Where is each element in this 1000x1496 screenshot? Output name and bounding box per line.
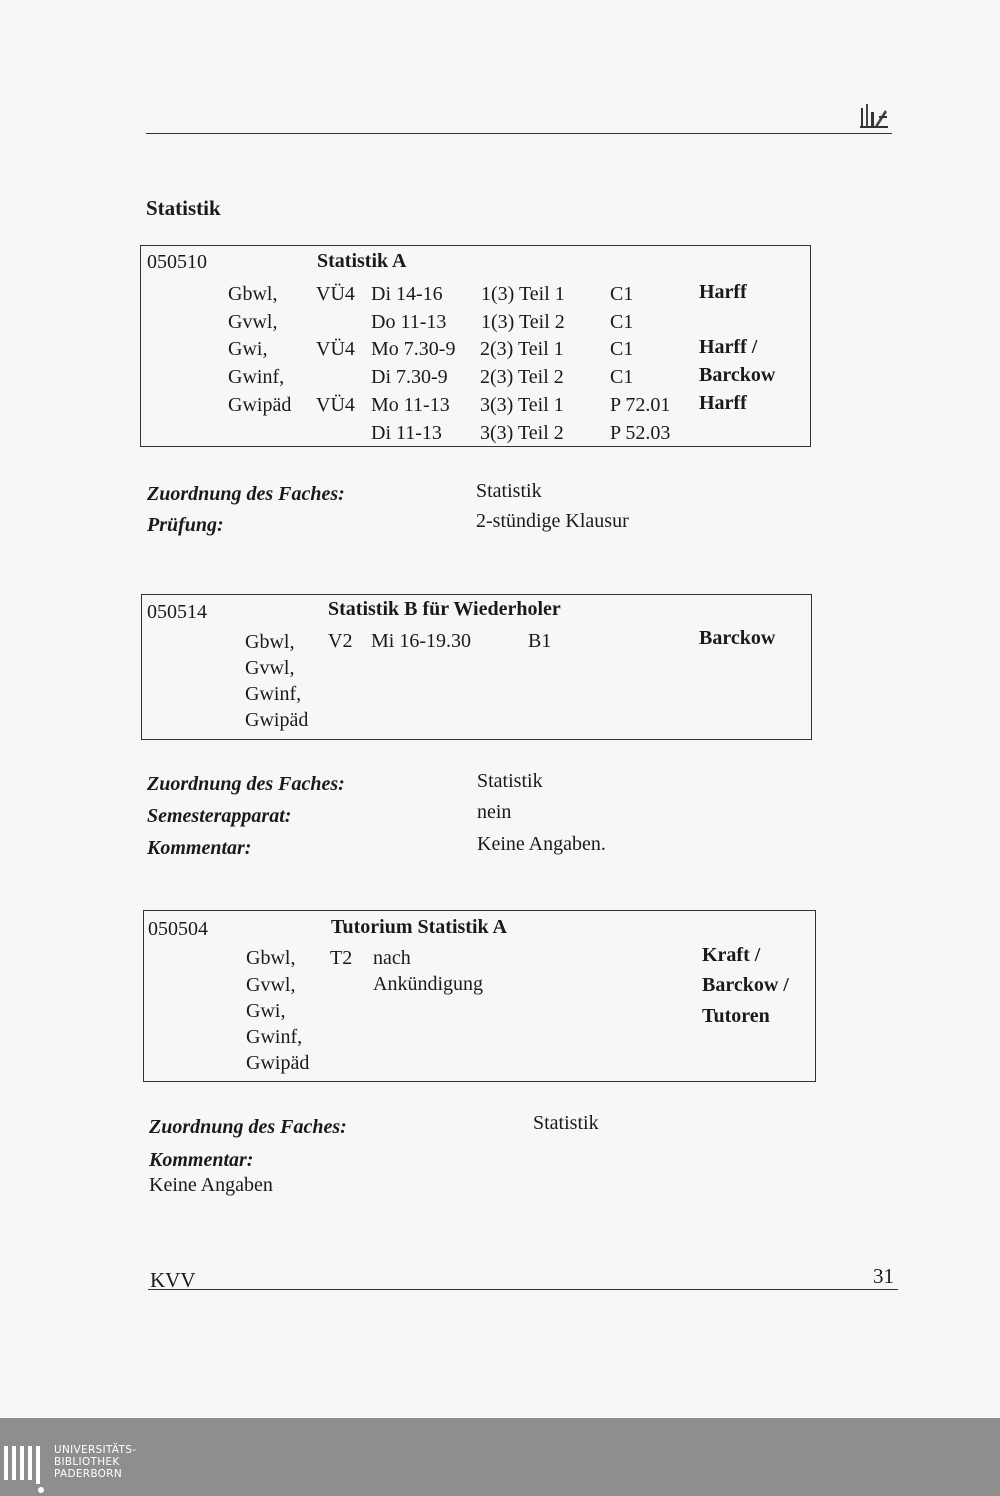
detail-label: Kommentar: bbox=[149, 1149, 254, 1171]
course-lecturer: Harff bbox=[699, 281, 747, 303]
detail-value: Statistik bbox=[533, 1112, 599, 1134]
program: Gwinf, bbox=[246, 1026, 303, 1048]
program: Gbwl, bbox=[245, 631, 295, 653]
library-name bbox=[54, 1444, 136, 1480]
course-lecturer: Barckow bbox=[699, 364, 776, 386]
course-type: VÜ4 bbox=[316, 283, 355, 305]
course-lecturer: Harff / bbox=[699, 336, 758, 358]
course-title: Statistik B für Wiederholer bbox=[328, 598, 561, 620]
course-title: Tutorium Statistik A bbox=[331, 916, 507, 938]
course-type: VÜ4 bbox=[316, 394, 355, 416]
course-time: Mi 16-19.30 bbox=[371, 630, 471, 652]
course-group: 2(3) Teil 1 bbox=[480, 338, 564, 360]
course-type: V2 bbox=[328, 630, 353, 652]
course-lecturer: Barckow / bbox=[702, 974, 789, 996]
detail-label: Kommentar: bbox=[147, 837, 252, 859]
header-logo-icon bbox=[858, 100, 890, 130]
library-logo-icon bbox=[0, 1442, 50, 1496]
course-time: Do 11-13 bbox=[371, 311, 447, 333]
course-room: B1 bbox=[528, 630, 552, 652]
library-line: PADERBORN bbox=[54, 1468, 122, 1480]
library-bar bbox=[0, 1418, 1000, 1496]
course-title: Statistik A bbox=[317, 250, 407, 272]
program: Gwipäd bbox=[228, 394, 292, 416]
course-time: nach bbox=[373, 947, 411, 969]
detail-value: Keine Angaben bbox=[149, 1174, 273, 1196]
course-room: C1 bbox=[610, 283, 634, 305]
course-lecturer: Tutoren bbox=[702, 1005, 770, 1027]
course-group: 1(3) Teil 2 bbox=[481, 311, 565, 333]
program: Gwi, bbox=[246, 1000, 286, 1022]
course-id: 050514 bbox=[147, 601, 207, 623]
program: Gbwl, bbox=[246, 947, 296, 969]
program: Gwipäd bbox=[245, 709, 309, 731]
detail-value: 2-stündige Klausur bbox=[476, 510, 629, 532]
course-id: 050510 bbox=[147, 251, 207, 273]
program: Gwinf, bbox=[228, 366, 285, 388]
course-lecturer: Harff bbox=[699, 392, 747, 414]
course-room: P 72.01 bbox=[610, 394, 671, 416]
page-number: 31 bbox=[873, 1264, 894, 1288]
course-time: Di 11-13 bbox=[371, 422, 442, 444]
course-room: C1 bbox=[610, 311, 634, 333]
course-room: C1 bbox=[610, 366, 634, 388]
detail-value: Statistik bbox=[476, 480, 542, 502]
course-time: Di 7.30-9 bbox=[371, 366, 448, 388]
course-lecturer: Barckow bbox=[699, 627, 776, 649]
detail-value: Keine Angaben. bbox=[477, 833, 606, 855]
course-lecturer: Kraft / bbox=[702, 944, 761, 966]
footer-left: KVV bbox=[150, 1268, 196, 1292]
program: Gvwl, bbox=[246, 974, 296, 996]
program: Gwinf, bbox=[245, 683, 302, 705]
detail-value: Statistik bbox=[477, 770, 543, 792]
detail-label: Zuordnung des Faches: bbox=[147, 773, 345, 795]
course-group: 3(3) Teil 1 bbox=[480, 394, 564, 416]
course-room: P 52.03 bbox=[610, 422, 671, 444]
library-line: BIBLIOTHEK bbox=[54, 1456, 120, 1468]
detail-label: Zuordnung des Faches: bbox=[147, 483, 345, 505]
course-type: T2 bbox=[330, 947, 353, 969]
course-time: Mo 11-13 bbox=[371, 394, 450, 416]
header-rule bbox=[146, 133, 892, 134]
program: Gbwl, bbox=[228, 283, 278, 305]
detail-label: Prüfung: bbox=[147, 514, 224, 536]
course-group: 3(3) Teil 2 bbox=[480, 422, 564, 444]
library-line: UNIVERSITÄTS- bbox=[54, 1444, 137, 1456]
course-type: VÜ4 bbox=[316, 338, 355, 360]
program: Gvwl, bbox=[245, 657, 295, 679]
program: Gwipäd bbox=[246, 1052, 310, 1074]
footer-rule bbox=[148, 1289, 898, 1290]
section-title: Statistik bbox=[146, 196, 221, 220]
program: Gvwl, bbox=[228, 311, 278, 333]
course-time: Mo 7.30-9 bbox=[371, 338, 456, 360]
course-id: 050504 bbox=[148, 918, 208, 940]
detail-label: Zuordnung des Faches: bbox=[149, 1116, 347, 1138]
course-group: 1(3) Teil 1 bbox=[481, 283, 565, 305]
course-time: Di 14-16 bbox=[371, 283, 443, 305]
program: Gwi, bbox=[228, 338, 268, 360]
course-group: 2(3) Teil 2 bbox=[480, 366, 564, 388]
course-room: C1 bbox=[610, 338, 634, 360]
course-time: Ankündigung bbox=[373, 973, 483, 995]
detail-value: nein bbox=[477, 801, 512, 823]
detail-label: Semesterapparat: bbox=[147, 805, 292, 827]
